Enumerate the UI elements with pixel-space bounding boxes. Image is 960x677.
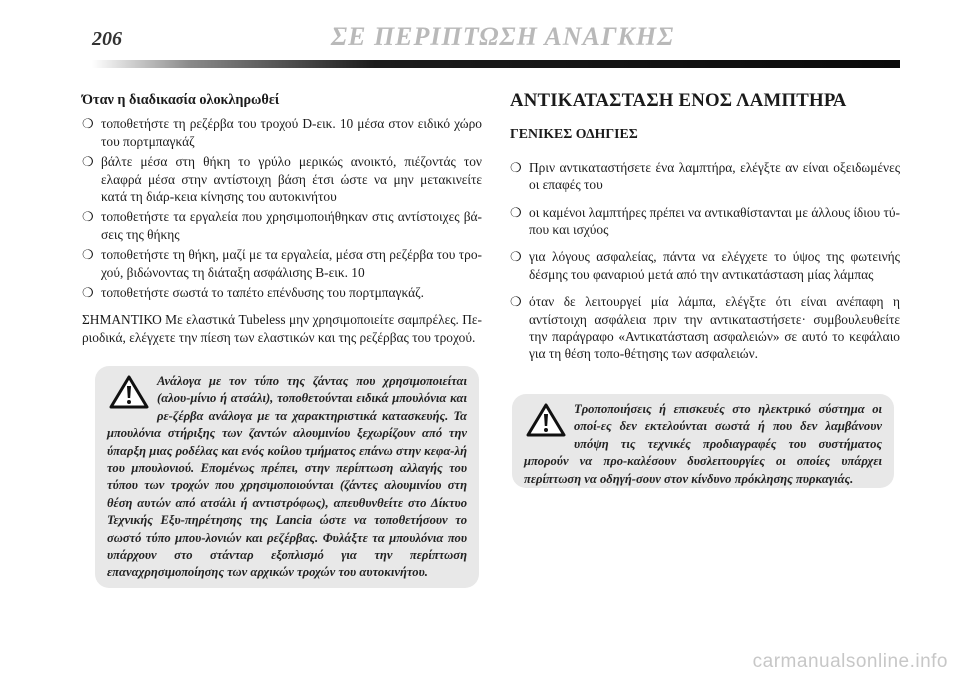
list-item-text: οι καμένοι λαμπτήρες πρέπει να αντικαθίστανται με άλλους ίδιου τύ-που και ισχύος: [529, 204, 900, 238]
bullet-circle-icon: ❍: [510, 204, 522, 220]
bullet-circle-icon: ❍: [510, 294, 522, 310]
list-item-text: τοποθετήστε τη ρεζέρβα του τροχού D-εικ. 10 μέσα στον ειδικό χώρο του πορτμπαγκάζ: [101, 116, 482, 149]
left-bullet-list: [82, 115, 482, 301]
bullet-circle-icon: ❍: [510, 249, 522, 265]
warning-text: Ανάλογα με τον τύπο της ζάντας που χρησιμοποιείται (αλου-μίνιο ή ατσάλι), τοποθετούνται ειδικά μπουλόνια και ρε-ζέρβα ανάλογα με τα χαρακτηριστικά κατασκευής. Τα μπουλόνια στήριξης των ζαντών αλουμινίου ξεχωρίζουν από την ύπαρξη μιας ροδέλας και ενός κοίλου τμήματος επάνω στην κεφα-λή του μπουλονιού. Επομένως πρέπει, στην περίπτωση αλλαγής του τύπου των τροχών που χρησιμοποιούνται (ζάντες αλουμινίου στη θέση αυτών από ατσάλι ή αντιστρόφως), απευθυνθείτε στο Δίκτυο Τεχνικής Εξυ-πηρέτησης της Lancia ώστε να τοποθετήσουν το σωστό τύπο μπου-λονιών και ρεζέρβας. Φυλάξτε τα μπουλόνια που υπάρχουν στο στάνταρ εξοπλισμό για την περίπτωση επαναχρησιμοποίησης των αρχικών τροχών του αυτοκινήτου.: [107, 374, 467, 580]
list-item-text: τοποθετήστε τη θήκη, μαζί με τα εργαλεία, μέσα στη ρεζέρβα του τρο-χού, βιδώνοντας τη διάταξη ασφάλισης B-εικ. 10: [101, 247, 482, 280]
list-item-text: για λόγους ασφαλείας, πάντα να ελέγχετε το ύψος της φωτεινής δέσμης του φαναριού μετά από την αντικατάσταση μίας λάμπας: [529, 249, 900, 282]
list-item-text: τοποθετήστε σωστά το ταπέτο επένδυσης του πορτμπαγκάζ.: [101, 285, 425, 301]
warning-triangle-icon: [109, 375, 149, 414]
left-column: [82, 92, 482, 346]
list-item: [510, 159, 900, 194]
bullet-circle-icon: ❍: [82, 154, 94, 170]
list-item: [82, 153, 482, 205]
list-item-text: Πριν αντικαταστήσετε ένα λαμπτήρα, ελέγξτε αν είναι οξειδωμένες οι επαφές του: [529, 159, 900, 193]
section-title: ΑΝΤΙΚΑΤΑΣΤΑΣΗ ΕΝΟΣ ΛΑΜΠΤΗΡΑ: [510, 90, 847, 111]
warning-text: Τροποποιήσεις ή επισκευές στο ηλεκτρικό σύστημα οι οποί-ες δεν εκτελούνται σωστά ή που δεν λαμβάνουν υπόψη τις τεχνικές προδιαγραφές του συστήματος μπορούν να προ-καλέσουν δυσλειτουργίες οι οποίες υπάρχει περίπτωση να οδηγή-σουν στον κίνδυνο πρόκλησης πυρκαγιάς.: [524, 402, 882, 486]
bullet-circle-icon: ❍: [510, 159, 522, 175]
header-rule: [92, 60, 900, 68]
list-item: [510, 248, 900, 283]
list-item: [510, 204, 900, 239]
list-item: [82, 115, 482, 150]
list-item-text: βάλτε μέσα στη θήκη το γρύλο μερικώς ανοικτό, πιέζοντάς τον ελαφρά μέσα στην αντίστοιχη βάση έτσι ώστε να μην μετακινείτε κατά τη διάρ-κεια κίνησης του αυτοκινήτου: [101, 154, 482, 205]
list-item-text: όταν δε λειτουργεί μία λάμπα, ελέγξτε ότι είναι ανέπαφη η αντίστοιχη ασφάλεια πριν την αντικαταστήσετε· συμβουλευθείτε την παράγραφο «Αντικατάσταση ασφαλειών» σε αυτό το κεφάλαιο για τη θέση τοπο-θέτησης των ασφαλειών.: [529, 294, 900, 362]
warning-triangle-icon: [526, 403, 566, 442]
bullet-circle-icon: ❍: [82, 285, 94, 301]
list-item: [82, 284, 482, 301]
warning-box-electrical: [512, 394, 894, 488]
list-item: [82, 208, 482, 243]
list-item: [510, 293, 900, 363]
warning-box-wheels: [95, 366, 479, 588]
list-item: [82, 246, 482, 281]
section-subtitle: ΓΕΝΙΚΕΣ ΟΔΗΓΙΕΣ: [510, 126, 638, 142]
right-bullet-list: [510, 159, 900, 363]
bullet-circle-icon: ❍: [82, 116, 94, 132]
bullet-circle-icon: ❍: [82, 247, 94, 263]
footer-watermark: carmanualsonline.info: [752, 651, 948, 672]
right-column: [510, 92, 900, 373]
list-item-text: τοποθετήστε τα εργαλεία που χρησιμοποιήθηκαν στις αντίστοιχες βά-σεις της θήκης: [101, 209, 482, 242]
important-note: ΣΗΜΑΝΤΙΚΟ Με ελαστικά Tubeless μην χρησιμοποιείτε σαμπρέλες. Πε-ριοδικά, ελέγχετε την πίεση των ελαστικών και της ρεζέρβας του τροχού.: [82, 312, 482, 345]
chapter-title: ΣΕ ΠΕΡΙΠΤΩΣΗ ΑΝΑΓΚΗΣ: [331, 22, 675, 51]
bullet-circle-icon: ❍: [82, 209, 94, 225]
page-number: 206: [92, 28, 122, 50]
section-heading: Όταν η διαδικασία ολοκληρωθεί: [82, 92, 280, 108]
